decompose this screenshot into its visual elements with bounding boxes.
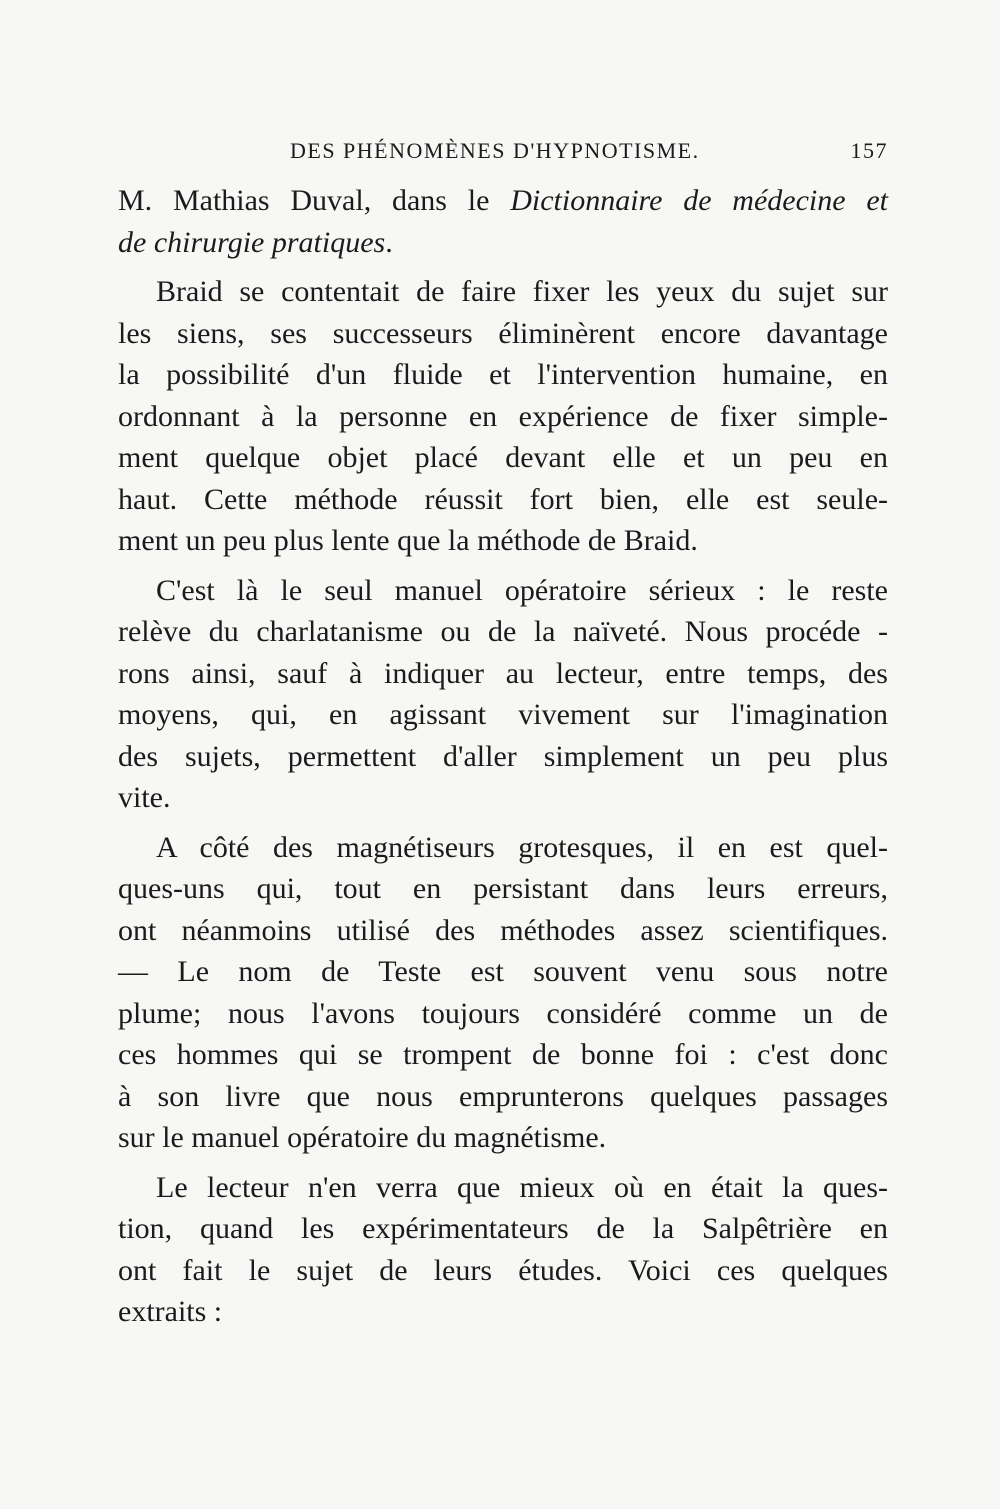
text-line: à son livre que nous emprunterons quelques passages bbox=[118, 1079, 888, 1113]
italic-title: Dictionnaire de médecine et bbox=[510, 184, 888, 217]
text-line: vite. bbox=[118, 781, 171, 814]
text-line: ques-uns qui, tout en persistant dans leurs erreurs, bbox=[118, 872, 888, 905]
text-line: moyens, qui, en agissant vivement sur l'imagination bbox=[118, 698, 888, 731]
text-line: la possibilité d'un fluide et l'intervention humaine, en bbox=[118, 358, 888, 391]
text-line: Braid se contentait de faire fixer les yeux du sujet sur bbox=[156, 275, 888, 308]
text-line: ont fait le sujet de leurs études. Voici ces quelques bbox=[118, 1253, 888, 1287]
paragraph bbox=[118, 1167, 888, 1333]
paragraph bbox=[118, 271, 888, 562]
text-line: ment un peu plus lente que la méthode de Braid. bbox=[118, 524, 698, 557]
text-line: rons ainsi, sauf à indiquer au lecteur, entre temps, des bbox=[118, 656, 888, 690]
text-line: C'est là le seul manuel opératoire sérieux : le reste bbox=[156, 573, 888, 607]
paragraph bbox=[118, 570, 888, 819]
text-line: M. Mathias Duval, dans le Dictionnaire de médecine et bbox=[118, 184, 888, 217]
page-header bbox=[118, 138, 888, 178]
text-line: ont néanmoins utilisé des méthodes assez scientifiques. bbox=[118, 913, 888, 947]
text-line: de chirurgie pratiques. bbox=[118, 225, 393, 259]
text-line: extraits : bbox=[118, 1295, 223, 1328]
text-line: ment quelque objet placé devant elle et un peu en bbox=[118, 441, 888, 474]
body-text bbox=[118, 180, 888, 1341]
text-line: haut. Cette méthode réussit fort bien, elle est seule- bbox=[118, 482, 888, 516]
page-number: 157 bbox=[850, 138, 888, 163]
italic-title: de chirurgie pratiques bbox=[118, 225, 386, 259]
text-line: sur le manuel opératoire du magnétisme. bbox=[118, 1121, 607, 1154]
text-line: ces hommes qui se trompent de bonne foi : c'est donc bbox=[118, 1038, 888, 1071]
text-line: — Le nom de Teste est souvent venu sous notre bbox=[118, 955, 888, 988]
paragraph bbox=[118, 827, 888, 1159]
text-line: les siens, ses successeurs éliminèrent encore davantage bbox=[118, 316, 888, 350]
paragraph bbox=[118, 180, 888, 263]
text-line: Le lecteur n'en verra que mieux où en était la ques- bbox=[156, 1170, 888, 1204]
text-line: plume; nous l'avons toujours considéré comme un de bbox=[118, 996, 888, 1030]
text-line: tion, quand les expérimentateurs de la Salpêtrière en bbox=[118, 1212, 888, 1245]
text-line: relève du charlatanisme ou de la naïveté. Nous procéde - bbox=[118, 615, 888, 648]
running-title: DES PHÉNOMÈNES D'HYPNOTISME. bbox=[290, 138, 700, 163]
text-line: des sujets, permettent d'aller simplement un peu plus bbox=[118, 739, 888, 773]
text-line: A côté des magnétiseurs grotesques, il en est quel- bbox=[156, 830, 888, 864]
text-line: ordonnant à la personne en expérience de fixer simple- bbox=[118, 399, 888, 433]
